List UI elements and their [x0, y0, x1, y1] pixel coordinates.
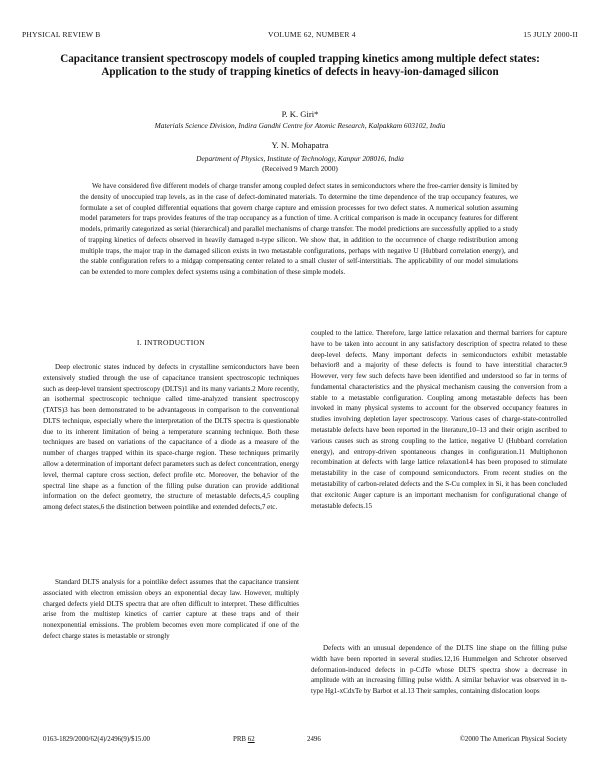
author-2-name: Y. N. Mohapatra [271, 140, 329, 150]
prb-volume: 62 [247, 736, 255, 743]
intro-paragraph-3: coupled to the lattice. Therefore, large lattice relaxation and thermal barriers for capture have to be taken into account in any satisfactory description of spectra related to these deep-level defects. Many important defects in semiconductors exhibit metastable behavior8 and a majority of these defects is found to have interstitial character.9 However, very few such defects have been identified and understood so far in terms of fundamental characteristics and the physical mechanism causing the conversion from a stable to a metastable configuration. Coupling among metastable defects has been invoked in many physical systems to account for the observed occupancy features in studies involving depletion layer spectroscopy. Various cases of charge-state-controlled metastable defects have been reported in the literature,10–13 and their origin ascribed to various causes such as strong coupling to the lattice, negative U (Hubbard correlation energy), and entropy-driven spontaneous changes in configuration.11 Multiphonon recombination at defects with large lattice relaxation14 has been proposed to stimulate metastability in the case of compound semiconductors. From recent studies on the metastability of carbon-related defects and the S-Cu complex in Si, it has been concluded that excitonic Auger capture is an important mechanism for configurational change of metastable defects.15 [311, 329, 567, 510]
journal-name: PHYSICAL REVIEW B [22, 30, 101, 39]
intro-paragraph-1: Deep electronic states induced by defects in crystalline semiconductors have been extensively studied through the use of capacitance transient spectroscopic techniques such as deep-level transient spectroscopy (DLTS)1 and its many variants.2 More recently, an isothermal spectroscopic technique called time-analyzed transient spectroscopy (TATS)3 has been demonstrated to be advantageous in comparison to the conventional DLTS technique, especially where the interpretation of the DLTS spectra is questionable due to its inherent limitation of being a temperature scanning technique. Both these techniques are based on variations of the capacitance of a diode as a measure of the number of charges trapped within its space-charge region. These techniques primarily allow a determination of important defect parameters such as defect concentration, energy level, thermal capture cross section, defect profile etc. Moreover, the behavior of the spectral line shape as a function of the filling pulse duration can provide additional information on the defect geometry, the structure of metastable defects,4,5 coupling among defect states,6 the distinction between pointlike and extended defects,7 etc. [43, 363, 299, 512]
author-2-affiliation: Department of Physics, Institute of Technology, Kanpur 208016, India [196, 154, 404, 163]
author-1-affiliation: Materials Science Division, Indira Gandhi Centre for Atomic Research, Kalpakkam 603102, India [154, 121, 446, 130]
left-column [43, 0, 299, 776]
section-heading: I. INTRODUCTION [136, 338, 206, 347]
author-1-name: P. K. Giri* [281, 109, 319, 119]
intro-paragraph-2: Standard DLTS analysis for a pointlike defect assumes that the capacitance transient associated with electron emission obeys an exponential decay law. However, multiply charged defects yield DLTS spectra that are often difficult to interpret. These difficulties arise from the multistep kinetics of carrier capture at these traps and of their nonexponential emissions. The problem becomes even more complicated if one of the defect charge states is metastable or strongly [43, 578, 299, 640]
copyright-notice: ©2000 The American Physical Society [459, 736, 567, 743]
volume-number: VOLUME 62, NUMBER 4 [268, 30, 356, 39]
issn-code: 0163-1829/2000/62(4)/2496(9)/$15.00 [43, 736, 150, 743]
right-column [311, 0, 567, 776]
received-date: (Received 9 March 2000) [262, 164, 338, 173]
issue-date: 15 JULY 2000-II [523, 30, 578, 39]
article-title: Capacitance transient spectroscopy models of coupled trapping kinetics among multiple defect states: Application to the study of trapping kinetics of defects in heavy-ion-damaged silicon [60, 53, 540, 79]
page-number: 2496 [307, 736, 321, 743]
abstract: We have considered five different models of charge transfer among coupled defect states in semiconductors where the free-carrier density is limited by the density of unoccupied trap levels, as in the case of defect-dominated materials. To determine the time dependence of the trap occupancy features, we formulate a set of coupled differential equations that govern charge capture and emission processes for two defect states. A numerical solution assuming model parameters for traps provides features of the trap occupancy as a function of time. A critical comparison is made in occupancy features for different models, primarily categorized as serial (hierarchical) and parallel mechanisms of charge transfer. The model predictions are successfully applied to a study of trapping kinetics of defects observed in heavily damaged n-type silicon. We show that, in addition to the occurrence of charge redistribution among multiple traps, the major trap in the damaged silicon exists in two metastable configurations, perhaps with negative U (Hubbard correlation energy), and the stable configuration refers to a midgap compensating center related to a small cluster of self-interstitials. The applicability of our model simulations can be extended to more complex defect systems using a combination of these simple models. [80, 182, 518, 276]
prb-label: PRB [233, 736, 247, 743]
intro-paragraph-4: Defects with an unusual dependence of the DLTS line shape on the filling pulse width have been reported in several studies.12,16 Hummelgen and Schroter observed deformation-induced defects in p-CdTe whose DLTS spectra show a decrease in amplitude with an increasing filling pulse width. A similar behavior was observed in n-type Hg1-xCdxTe by Barbot et al.13 Their samples, containing dislocation loops [311, 644, 567, 696]
journal-volume-ref [233, 736, 255, 743]
